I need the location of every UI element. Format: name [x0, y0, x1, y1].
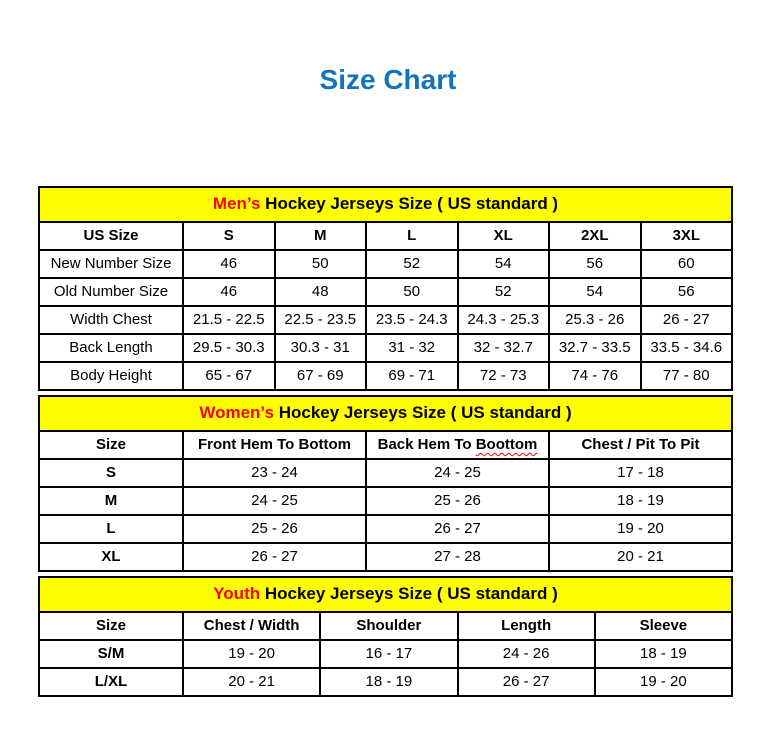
mens-value-cell: 22.5 - 23.5 — [275, 306, 367, 334]
womens-row-label: M — [39, 487, 183, 515]
youth-row-label: S/M — [39, 640, 183, 668]
womens-value-cell: 24 - 25 — [183, 487, 366, 515]
mens-value-cell: 32 - 32.7 — [458, 334, 550, 362]
mens-value-cell: 50 — [275, 250, 367, 278]
mens-value-cell: 29.5 - 30.3 — [183, 334, 275, 362]
womens-value-cell: 27 - 28 — [366, 543, 549, 571]
womens-value-cell: 17 - 18 — [549, 459, 732, 487]
mens-value-cell: 77 - 80 — [641, 362, 733, 390]
womens-column-header: Size — [39, 431, 183, 459]
youth-row-label: L/XL — [39, 668, 183, 696]
youth-column-header: Shoulder — [320, 612, 457, 640]
mens-row-label: Body Height — [39, 362, 183, 390]
mens-value-cell: 21.5 - 22.5 — [183, 306, 275, 334]
mens-value-cell: 56 — [549, 250, 641, 278]
mens-value-cell: 33.5 - 34.6 — [641, 334, 733, 362]
mens-value-cell: 60 — [641, 250, 733, 278]
mens-column-header: XL — [458, 222, 550, 250]
mens-value-cell: 65 - 67 — [183, 362, 275, 390]
mens-value-cell: 23.5 - 24.3 — [366, 306, 458, 334]
mens-value-cell: 69 - 71 — [366, 362, 458, 390]
mens-row-label: Old Number Size — [39, 278, 183, 306]
mens-row-label: Back Length — [39, 334, 183, 362]
tables-container — [38, 186, 733, 701]
mens-table-row — [39, 250, 732, 278]
womens-banner-highlight: Women’s — [199, 403, 274, 423]
mens-row-label: New Number Size — [39, 250, 183, 278]
mens-value-cell: 50 — [366, 278, 458, 306]
youth-size-table — [38, 576, 733, 697]
womens-value-cell: 24 - 25 — [366, 459, 549, 487]
womens-column-header: Back Hem To Boottom — [366, 431, 549, 459]
womens-banner — [39, 396, 732, 431]
mens-value-cell: 48 — [275, 278, 367, 306]
womens-value-cell: 25 - 26 — [183, 515, 366, 543]
mens-value-cell: 30.3 - 31 — [275, 334, 367, 362]
mens-banner-text: Hockey Jerseys Size ( US standard ) — [260, 194, 559, 214]
womens-size-table — [38, 395, 733, 572]
womens-value-cell: 18 - 19 — [549, 487, 732, 515]
youth-column-header: Sleeve — [595, 612, 732, 640]
page-title: Size Chart — [319, 64, 457, 95]
mens-column-header: S — [183, 222, 275, 250]
youth-column-header: Size — [39, 612, 183, 640]
mens-value-cell: 52 — [458, 278, 550, 306]
youth-value-cell: 18 - 19 — [595, 640, 732, 668]
mens-value-cell: 67 - 69 — [275, 362, 367, 390]
misspelled-word: Boottom — [475, 435, 538, 453]
mens-value-cell: 46 — [183, 278, 275, 306]
womens-value-cell: 19 - 20 — [549, 515, 732, 543]
youth-value-cell: 20 - 21 — [183, 668, 320, 696]
mens-value-cell: 72 - 73 — [458, 362, 550, 390]
youth-column-header: Length — [458, 612, 595, 640]
youth-value-cell: 16 - 17 — [320, 640, 457, 668]
youth-value-cell: 18 - 19 — [320, 668, 457, 696]
mens-table-row — [39, 334, 732, 362]
youth-value-cell: 24 - 26 — [458, 640, 595, 668]
youth-banner-highlight: Youth — [213, 584, 261, 604]
mens-value-cell: 32.7 - 33.5 — [549, 334, 641, 362]
youth-banner-text: Hockey Jerseys Size ( US standard ) — [260, 584, 558, 604]
womens-value-cell: 23 - 24 — [183, 459, 366, 487]
youth-value-cell: 19 - 20 — [595, 668, 732, 696]
womens-banner-text: Hockey Jerseys Size ( US standard ) — [273, 403, 572, 423]
womens-value-cell: 20 - 21 — [549, 543, 732, 571]
womens-row-label: XL — [39, 543, 183, 571]
mens-size-table — [38, 186, 733, 391]
womens-column-header: Chest / Pit To Pit — [549, 431, 732, 459]
mens-column-header: M — [275, 222, 367, 250]
womens-row-label: S — [39, 459, 183, 487]
youth-column-header: Chest / Width — [183, 612, 320, 640]
womens-row-label: L — [39, 515, 183, 543]
mens-column-header: L — [366, 222, 458, 250]
youth-banner — [39, 577, 732, 612]
womens-table-row — [39, 543, 732, 571]
mens-banner-highlight: Men’s — [212, 194, 261, 214]
mens-column-header: 3XL — [641, 222, 733, 250]
mens-table-row — [39, 278, 732, 306]
mens-value-cell: 46 — [183, 250, 275, 278]
womens-value-cell: 25 - 26 — [366, 487, 549, 515]
mens-value-cell: 54 — [549, 278, 641, 306]
womens-table-row — [39, 487, 732, 515]
womens-value-cell: 26 - 27 — [183, 543, 366, 571]
mens-column-header: 2XL — [549, 222, 641, 250]
mens-value-cell: 25.3 - 26 — [549, 306, 641, 334]
womens-table-row — [39, 515, 732, 543]
mens-value-cell: 54 — [458, 250, 550, 278]
mens-value-cell: 26 - 27 — [641, 306, 733, 334]
youth-value-cell: 26 - 27 — [458, 668, 595, 696]
youth-value-cell: 19 - 20 — [183, 640, 320, 668]
mens-value-cell: 56 — [641, 278, 733, 306]
womens-value-cell: 26 - 27 — [366, 515, 549, 543]
mens-value-cell: 24.3 - 25.3 — [458, 306, 550, 334]
womens-column-header: Front Hem To Bottom — [183, 431, 366, 459]
womens-table-row — [39, 459, 732, 487]
mens-value-cell: 31 - 32 — [366, 334, 458, 362]
mens-value-cell: 74 - 76 — [549, 362, 641, 390]
mens-value-cell: 52 — [366, 250, 458, 278]
mens-table-row — [39, 306, 732, 334]
mens-table-row — [39, 362, 732, 390]
mens-column-header: US Size — [39, 222, 183, 250]
mens-banner — [39, 187, 732, 222]
youth-table-row — [39, 640, 732, 668]
mens-row-label: Width Chest — [39, 306, 183, 334]
